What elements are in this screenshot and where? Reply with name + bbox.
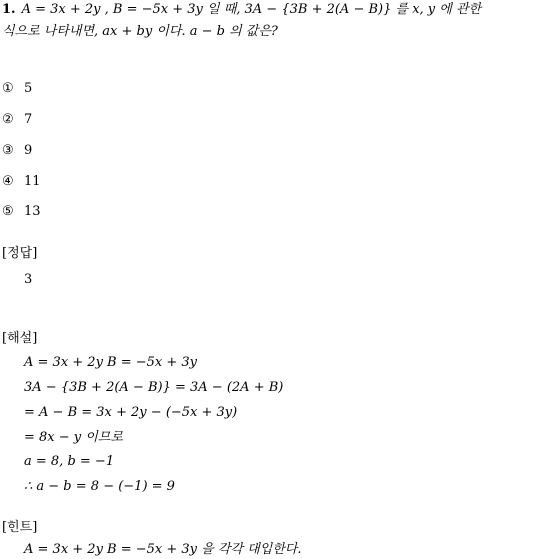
choice-4-mark: ④ — [2, 174, 14, 189]
choice-3-mark: ③ — [2, 143, 14, 158]
choice-3[interactable] — [2, 143, 32, 159]
choice-2[interactable] — [2, 112, 32, 128]
choice-4[interactable] — [2, 174, 41, 190]
explanation-line-3: = A − B = 3x + 2y − (−5x + 3y) — [24, 405, 238, 420]
choice-5-mark: ⑤ — [2, 204, 14, 219]
explanation-line-6: ∴ a − b = 8 − (−1) = 9 — [24, 479, 175, 494]
choice-3-value: 9 — [24, 143, 33, 158]
explanation-label: [해설] — [2, 331, 38, 346]
question-line-1 — [2, 2, 481, 18]
answer-value: 3 — [24, 272, 33, 287]
choice-1-value: 5 — [24, 81, 33, 96]
choice-2-value: 7 — [24, 112, 33, 127]
hint-label: [힌트] — [2, 520, 38, 535]
answer-label: [정답] — [2, 246, 38, 261]
explanation-line-1: A = 3x + 2y B = −5x + 3y — [24, 355, 198, 370]
choice-1-mark: ① — [2, 81, 14, 96]
explanation-line-5: a = 8, b = −1 — [24, 454, 115, 469]
hint-text: A = 3x + 2y B = −5x + 3y 을 각각 대입한다. — [24, 542, 302, 557]
choice-2-mark: ② — [2, 112, 14, 127]
choice-1[interactable] — [2, 81, 32, 97]
explanation-line-2: 3A − {3B + 2(A − B)} = 3A − (2A + B) — [24, 380, 284, 395]
explanation-line-4: = 8x − y 이므로 — [24, 430, 123, 445]
question-number: 1. — [2, 2, 16, 17]
choice-5-value: 13 — [24, 204, 41, 219]
choice-5[interactable] — [2, 204, 41, 220]
question-text-2: 식으로 나타내면, ax + by 이다. a − b 의 값은? — [2, 24, 278, 39]
question-text-1: A = 3x + 2y , B = −5x + 3y 일 때, 3A − {3B + 2(A − B)} 를 x, y 에 관한 — [21, 2, 482, 17]
choice-4-value: 11 — [24, 174, 41, 189]
question-line-2 — [2, 24, 278, 40]
